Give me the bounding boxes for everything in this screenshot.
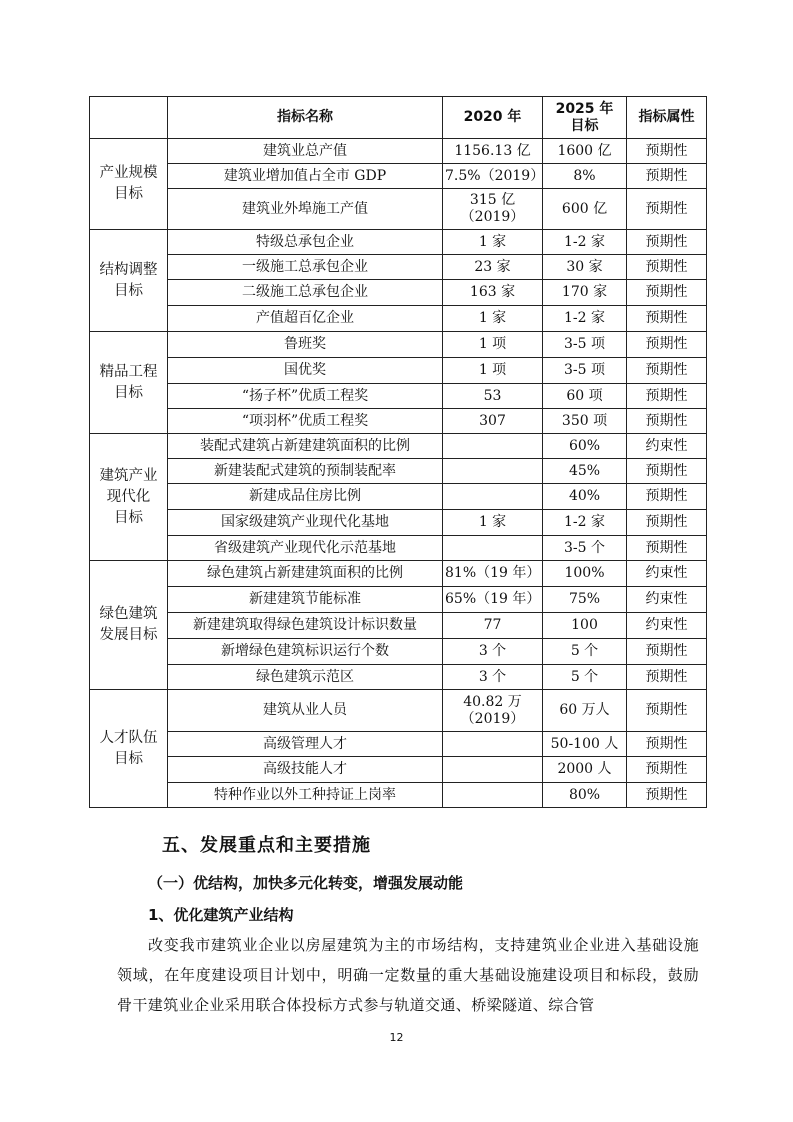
- table-row: [90, 434, 707, 459]
- attribute-cell: 预期性: [627, 384, 707, 409]
- body-paragraph: 改变我市建筑业企业以房屋建筑为主的市场结构，支持建筑业企业进入基础设施领域，在年度建设项目计划中，明确一定数量的重大基础设施建设项目和标段，鼓励骨干建筑业企业采用联合体投标方式参与轨道交通、桥梁隧道、综合管: [117, 936, 699, 1014]
- table-row: [90, 358, 707, 384]
- section-title: 五、发展重点和主要措施: [162, 835, 371, 856]
- attribute-cell: 预期性: [627, 757, 707, 783]
- category-cell: 精品工程 目标: [90, 332, 168, 434]
- category-cell: 结构调整 目标: [90, 230, 168, 332]
- indicator-name-cell: 鲁班奖: [168, 332, 443, 358]
- indicator-name-cell: 特级总承包企业: [168, 230, 443, 255]
- indicator-name-cell: 建筑业外埠施工产值: [168, 189, 443, 230]
- table-row: [90, 164, 707, 189]
- table-row: [90, 306, 707, 332]
- header-2025-target: 2025 年 目标: [543, 97, 627, 139]
- category-cell: 产业规模 目标: [90, 139, 168, 230]
- header-indicator-name: 指标名称: [168, 97, 443, 139]
- value-2025-cell: 60 项: [543, 384, 627, 409]
- table-row: [90, 189, 707, 230]
- indicator-name-cell: 建筑从业人员: [168, 690, 443, 732]
- value-2025-cell: 75%: [543, 587, 627, 613]
- indicator-name-cell: 新建建筑取得绿色建筑设计标识数量: [168, 613, 443, 639]
- value-2020-cell: [443, 783, 543, 808]
- table-row: [90, 783, 707, 808]
- indicator-name-cell: 国家级建筑产业现代化基地: [168, 510, 443, 536]
- table-row: [90, 732, 707, 757]
- value-2020-cell: [443, 434, 543, 459]
- indicator-name-cell: 建筑业总产值: [168, 139, 443, 164]
- value-2025-cell: 1-2 家: [543, 306, 627, 332]
- value-2020-cell: 1 家: [443, 306, 543, 332]
- table-row: [90, 280, 707, 306]
- value-2020-cell: 1 项: [443, 358, 543, 384]
- value-2025-cell: 5 个: [543, 665, 627, 690]
- attribute-cell: 预期性: [627, 306, 707, 332]
- value-2025-cell: 30 家: [543, 255, 627, 280]
- table-row: [90, 409, 707, 434]
- header-2020: 2020 年: [443, 97, 543, 139]
- subsection-title: （一）优结构，加快多元化转变，增强发展动能: [148, 874, 464, 892]
- value-2020-cell: 3 个: [443, 639, 543, 665]
- attribute-cell: 预期性: [627, 255, 707, 280]
- table-row: [90, 690, 707, 732]
- value-2025-cell: 600 亿: [543, 189, 627, 230]
- attribute-cell: 预期性: [627, 732, 707, 757]
- value-2025-cell: 1-2 家: [543, 230, 627, 255]
- table-row: [90, 757, 707, 783]
- indicator-name-cell: 建筑业增加值占全市 GDP: [168, 164, 443, 189]
- indicator-table: [89, 96, 707, 808]
- attribute-cell: 预期性: [627, 510, 707, 536]
- value-2025-cell: 45%: [543, 459, 627, 484]
- value-2025-cell: 350 项: [543, 409, 627, 434]
- value-2020-cell: 65%（19 年）: [443, 587, 543, 613]
- table-row: [90, 459, 707, 484]
- value-2020-cell: 40.82 万 （2019）: [443, 690, 543, 732]
- attribute-cell: 约束性: [627, 613, 707, 639]
- value-2020-cell: 1 项: [443, 332, 543, 358]
- attribute-cell: 预期性: [627, 280, 707, 306]
- attribute-cell: 预期性: [627, 690, 707, 732]
- value-2020-cell: [443, 732, 543, 757]
- value-2025-cell: 2000 人: [543, 757, 627, 783]
- indicator-name-cell: 装配式建筑占新建建筑面积的比例: [168, 434, 443, 459]
- value-2020-cell: 23 家: [443, 255, 543, 280]
- value-2025-cell: 50-100 人: [543, 732, 627, 757]
- attribute-cell: 预期性: [627, 639, 707, 665]
- indicator-name-cell: 产值超百亿企业: [168, 306, 443, 332]
- value-2025-cell: 80%: [543, 783, 627, 808]
- indicator-name-cell: 一级施工总承包企业: [168, 255, 443, 280]
- value-2025-cell: 170 家: [543, 280, 627, 306]
- attribute-cell: 预期性: [627, 164, 707, 189]
- value-2020-cell: 53: [443, 384, 543, 409]
- indicator-name-cell: 高级技能人才: [168, 757, 443, 783]
- value-2020-cell: 1 家: [443, 230, 543, 255]
- table-row: [90, 230, 707, 255]
- attribute-cell: 预期性: [627, 783, 707, 808]
- value-2025-cell: 1600 亿: [543, 139, 627, 164]
- indicator-name-cell: 特种作业以外工种持证上岗率: [168, 783, 443, 808]
- category-cell: 建筑产业 现代化 目标: [90, 434, 168, 561]
- value-2020-cell: 1 家: [443, 510, 543, 536]
- attribute-cell: 约束性: [627, 434, 707, 459]
- indicator-name-cell: 二级施工总承包企业: [168, 280, 443, 306]
- item-title: 1、优化建筑产业结构: [148, 906, 294, 924]
- indicator-name-cell: 绿色建筑示范区: [168, 665, 443, 690]
- table-header-row: [90, 97, 707, 139]
- attribute-cell: 预期性: [627, 484, 707, 510]
- table-row: [90, 561, 707, 587]
- attribute-cell: 预期性: [627, 332, 707, 358]
- indicator-name-cell: 省级建筑产业现代化示范基地: [168, 536, 443, 561]
- attribute-cell: 预期性: [627, 358, 707, 384]
- indicator-name-cell: 新增绿色建筑标识运行个数: [168, 639, 443, 665]
- indicator-name-cell: 新建建筑节能标准: [168, 587, 443, 613]
- table-row: [90, 384, 707, 409]
- category-cell: 绿色建筑 发展目标: [90, 561, 168, 690]
- attribute-cell: 预期性: [627, 230, 707, 255]
- value-2025-cell: 8%: [543, 164, 627, 189]
- category-cell: 人才队伍 目标: [90, 690, 168, 808]
- table-row: [90, 139, 707, 164]
- indicator-name-cell: 新建装配式建筑的预制装配率: [168, 459, 443, 484]
- value-2025-cell: 60 万人: [543, 690, 627, 732]
- attribute-cell: 预期性: [627, 409, 707, 434]
- value-2025-cell: 100%: [543, 561, 627, 587]
- table-row: [90, 536, 707, 561]
- attribute-cell: 约束性: [627, 587, 707, 613]
- table-row: [90, 613, 707, 639]
- value-2025-cell: 60%: [543, 434, 627, 459]
- indicator-name-cell: “扬子杯”优质工程奖: [168, 384, 443, 409]
- value-2020-cell: 163 家: [443, 280, 543, 306]
- table-row: [90, 255, 707, 280]
- table-row: [90, 332, 707, 358]
- value-2020-cell: [443, 459, 543, 484]
- value-2020-cell: 81%（19 年）: [443, 561, 543, 587]
- value-2025-cell: 40%: [543, 484, 627, 510]
- header-blank: [90, 97, 168, 139]
- table-row: [90, 484, 707, 510]
- attribute-cell: 约束性: [627, 561, 707, 587]
- attribute-cell: 预期性: [627, 665, 707, 690]
- table-row: [90, 510, 707, 536]
- value-2025-cell: 100: [543, 613, 627, 639]
- value-2020-cell: 7.5%（2019）: [443, 164, 543, 189]
- table-row: [90, 665, 707, 690]
- indicator-name-cell: 国优奖: [168, 358, 443, 384]
- attribute-cell: 预期性: [627, 536, 707, 561]
- value-2025-cell: 1-2 家: [543, 510, 627, 536]
- value-2020-cell: [443, 484, 543, 510]
- value-2020-cell: 1156.13 亿: [443, 139, 543, 164]
- attribute-cell: 预期性: [627, 189, 707, 230]
- table-row: [90, 587, 707, 613]
- value-2020-cell: 77: [443, 613, 543, 639]
- value-2025-cell: 3-5 项: [543, 332, 627, 358]
- header-attribute: 指标属性: [627, 97, 707, 139]
- page-number: 12: [389, 1031, 404, 1044]
- value-2025-cell: 5 个: [543, 639, 627, 665]
- value-2020-cell: [443, 536, 543, 561]
- indicator-name-cell: 新建成品住房比例: [168, 484, 443, 510]
- value-2025-cell: 3-5 个: [543, 536, 627, 561]
- value-2025-cell: 3-5 项: [543, 358, 627, 384]
- value-2020-cell: 3 个: [443, 665, 543, 690]
- attribute-cell: 预期性: [627, 459, 707, 484]
- value-2020-cell: 315 亿 （2019）: [443, 189, 543, 230]
- value-2020-cell: [443, 757, 543, 783]
- indicator-name-cell: “项羽杯”优质工程奖: [168, 409, 443, 434]
- table-row: [90, 639, 707, 665]
- indicator-name-cell: 高级管理人才: [168, 732, 443, 757]
- attribute-cell: 预期性: [627, 139, 707, 164]
- value-2020-cell: 307: [443, 409, 543, 434]
- indicator-name-cell: 绿色建筑占新建建筑面积的比例: [168, 561, 443, 587]
